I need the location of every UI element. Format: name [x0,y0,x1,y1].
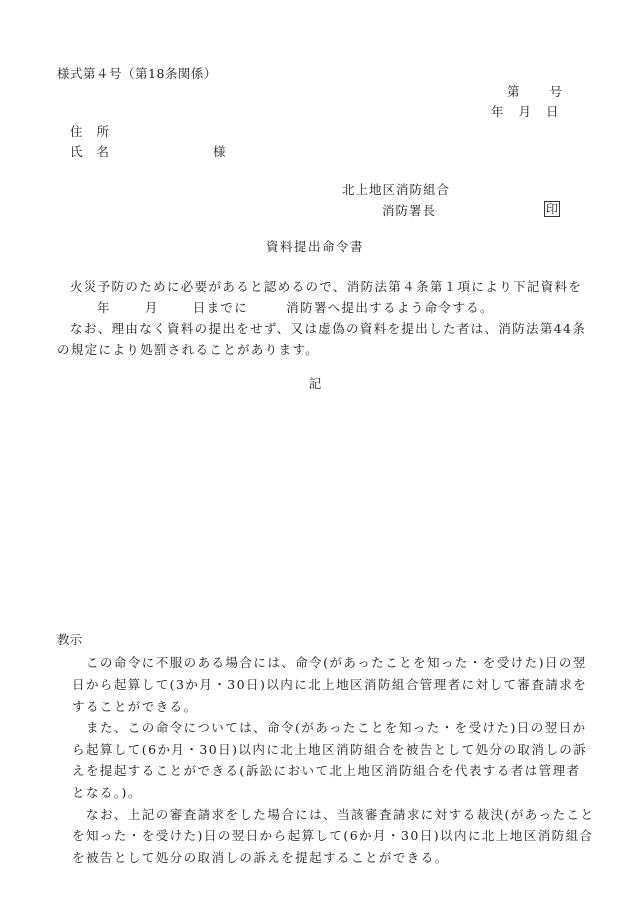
body-line-1: 火災予防のために必要があると認めるので、消防法第４条第１項により下記資料を [70,279,583,294]
name-label-char-1: 氏 [70,144,83,159]
notice-line: また、この命令については、命令(があったことを知った・を受けた)日の翌日か [86,720,587,735]
doc-no-suffix: 号 [549,84,563,99]
ki-heading: 記 [308,376,322,391]
name-label-char-2: 名 [96,144,110,159]
issuer-title: 消防署長 [382,203,437,218]
notice-heading: 教示 [57,632,83,647]
seal-mark: 印 [546,202,559,216]
date-day: 日 [546,104,559,119]
notice-line: となる。)。 [72,785,142,800]
body-line-2 [97,302,494,315]
deadline-year: 年 [97,300,111,315]
date-year: 年 [491,104,504,119]
notice-line: ら起算して(6か月・30日)以内に北上地区消防組合を被告として処分の取消しの訴 [72,742,588,757]
notice-line: えを提起することができる(訴訟において北上地区消防組合を代表する者は管理者 [72,763,581,778]
date-month: 月 [518,104,532,119]
notice-line: することができる。 [72,699,198,714]
issuer-organization: 北上地区消防組合 [342,182,451,197]
submit-to: 消防署へ提出するよう命令する。 [286,300,494,315]
recipient-name-label [70,146,226,159]
deadline-day: 日までに [192,300,249,315]
document-number [507,86,562,99]
body-line-3: なお、理由なく資料の提出をせず、又は虚偽の資料を提出した者は、消防法第44条 [70,321,587,336]
honorific: 様 [213,144,226,159]
doc-no-prefix: 第 [507,84,520,99]
notice-line: この命令に不服のある場合には、命令(があったことを知った・を受けた)日の翌 [86,655,587,670]
notice-line: 日から起算して(3か月・30日)以内に北上地区消防組合管理者に対して審査請求を [72,677,588,692]
notice-line: を被告として処分の取消しの訴えを提起することができる。 [72,850,449,865]
address-label-char-2: 所 [96,124,110,139]
document-title: 資料提出命令書 [265,239,364,254]
notice-line: なお、上記の審査請求をした場合には、当該審査請求に対する裁決(があったこと [86,807,595,822]
address-label-char-1: 住 [70,124,83,139]
recipient-address-label [70,126,109,139]
issue-date [491,106,559,119]
deadline-month: 月 [144,300,159,315]
body-line-4: の規定により処罰されることがあります。 [57,342,320,357]
form-number: 様式第４号（第18条関係） [57,66,217,81]
notice-line: を知った・を受けた)日の翌日から起算して(6か月・30日)以内に北上地区消防組合 [72,828,594,843]
